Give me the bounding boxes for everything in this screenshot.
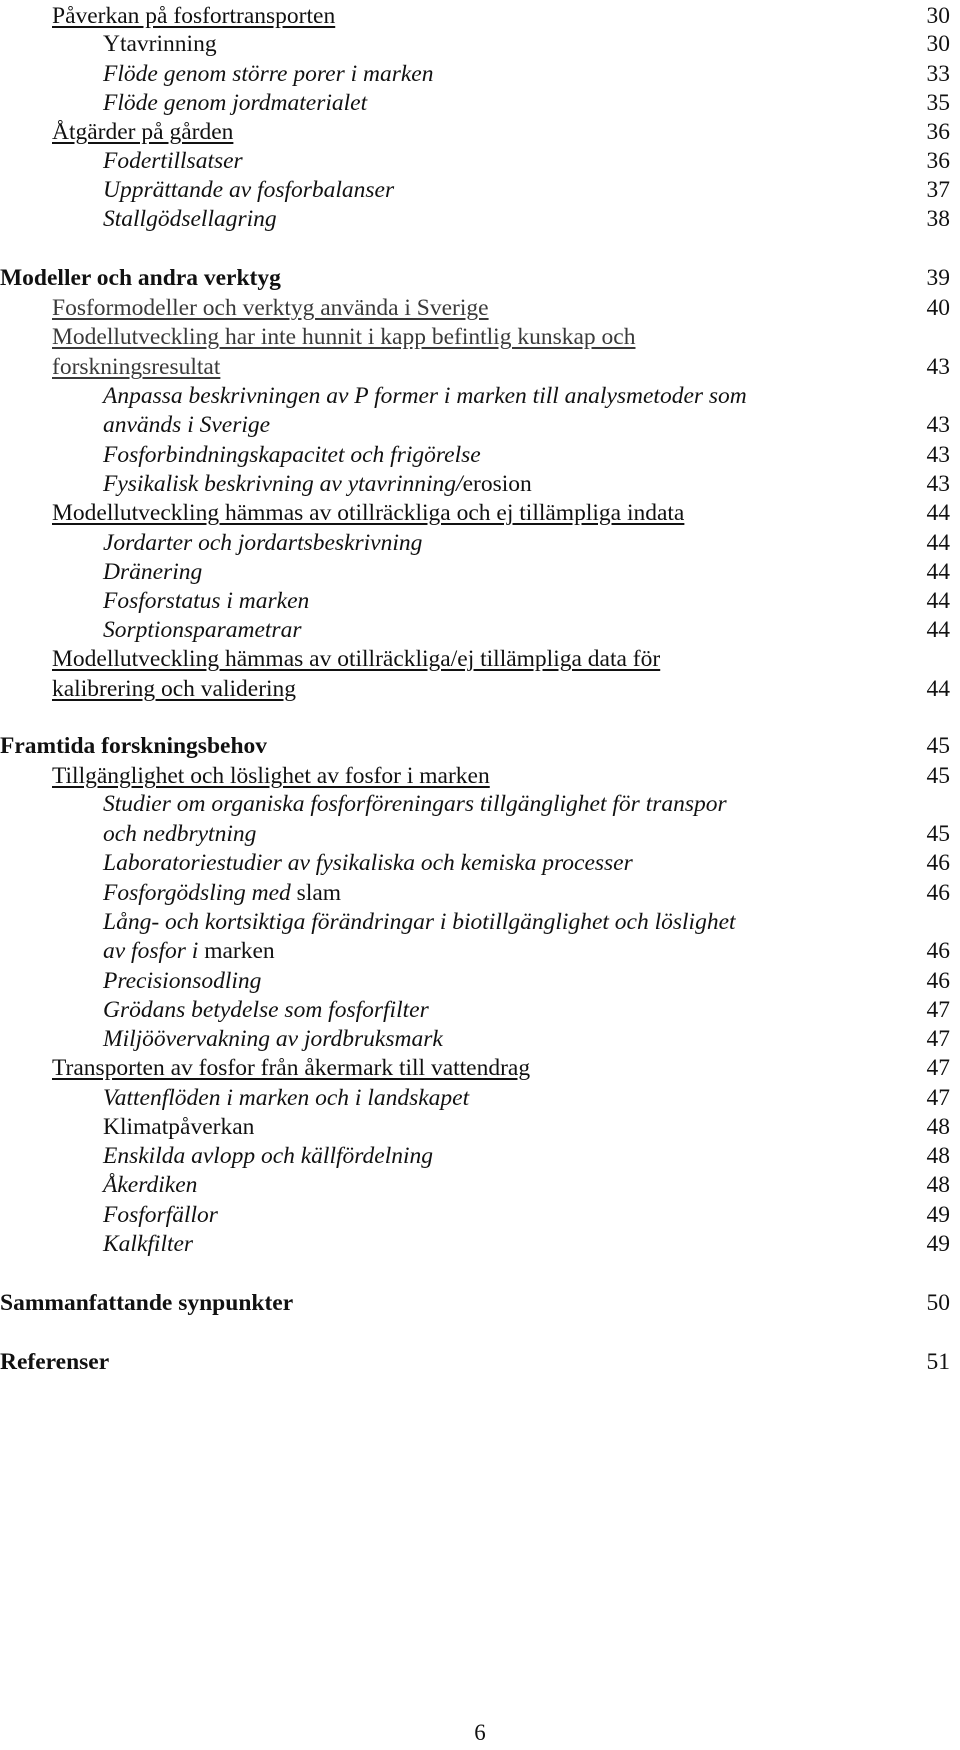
toc-entry-text: Enskilda avlopp och källfördelning: [103, 1143, 434, 1169]
toc-entry[interactable]: [0, 527, 960, 559]
toc-entry-title: [52, 116, 233, 148]
toc-entry-page: 35: [926, 90, 950, 116]
toc-entry[interactable]: [0, 380, 960, 412]
toc-entry-title: [52, 673, 296, 705]
toc-entry-page: 47: [926, 1026, 950, 1052]
toc-entry-text: Lång- och kortsiktiga förändringar i biotillgänglighet och löslighet: [103, 909, 736, 935]
toc-entry-text: slam: [296, 880, 342, 906]
toc-entry-title: [103, 203, 277, 235]
toc-entry-page: 33: [926, 61, 950, 87]
toc-entry[interactable]: [0, 321, 960, 353]
toc-entry[interactable]: [0, 58, 960, 90]
toc-entry-text: Åkerdiken: [103, 1172, 198, 1198]
toc-entry[interactable]: [0, 673, 960, 705]
toc-entry-text: erosion: [462, 471, 532, 497]
toc-entry[interactable]: [0, 556, 960, 588]
toc-entry-title: [103, 847, 633, 879]
toc-entry-title: [103, 1111, 254, 1143]
toc-entry[interactable]: [0, 994, 960, 1026]
toc-entry[interactable]: [0, 1169, 960, 1201]
toc-entry-text: används i Sverige: [103, 412, 271, 438]
toc-entry-title: [103, 585, 309, 617]
toc-entry-title: [103, 788, 727, 820]
toc-entry-page: 36: [926, 119, 950, 145]
toc-entry[interactable]: [0, 965, 960, 997]
toc-entry-text: Modellutveckling hämmas av otillräckliga/ej tillämpliga data för: [52, 646, 661, 672]
toc-entry-text: Anpassa beskrivningen av P former i marken till analysmetoder som: [103, 383, 747, 409]
toc-entry-page: 45: [926, 733, 950, 759]
toc-entry-page: 44: [926, 500, 950, 526]
toc-entry[interactable]: [0, 818, 960, 850]
toc-entry-page: 44: [926, 676, 950, 702]
toc-entry-page: 45: [926, 821, 950, 847]
toc-entry[interactable]: [0, 1287, 960, 1319]
toc-entry[interactable]: [0, 497, 960, 529]
toc-entry-page: 38: [926, 206, 950, 232]
toc-entry[interactable]: [0, 439, 960, 471]
toc-entry-text: Påverkan på fosfortransporten: [52, 3, 336, 29]
toc-entry-text: Fosformodeller och verktyg använda i Sverige: [52, 295, 489, 321]
toc-entry[interactable]: [0, 145, 960, 177]
toc-entry[interactable]: [0, 116, 960, 148]
toc-entry-text: Miljöövervakning av jordbruksmark: [103, 1026, 443, 1052]
toc-entry-title: [103, 1199, 218, 1231]
toc-entry-title: [52, 351, 220, 383]
toc-entry-title: [103, 935, 275, 967]
toc-entry[interactable]: [0, 351, 960, 383]
toc-entry[interactable]: [0, 877, 960, 909]
toc-entry-text: Framtida forskningsbehov: [0, 733, 268, 759]
toc-entry-page: 47: [926, 997, 950, 1023]
toc-entry-title: [103, 87, 367, 119]
toc-entry-text: Fosforfällor: [103, 1202, 218, 1228]
toc-entry-text: Modellutveckling har inte hunnit i kapp befintlig kunskap och: [52, 324, 636, 350]
toc-entry-title: [103, 28, 217, 60]
toc-entry-title: [103, 1228, 193, 1260]
toc-entry-text: Vattenflöden i marken och i landskapet: [103, 1085, 470, 1111]
toc-entry-text: Fosforbindningskapacitet och frigörelse: [103, 442, 481, 468]
toc-entry[interactable]: [0, 643, 960, 675]
toc-entry-title: [0, 730, 267, 762]
toc-entry[interactable]: [0, 262, 960, 294]
toc-entry-title: [52, 1052, 530, 1084]
toc-entry-title: [0, 1287, 293, 1319]
toc-entry-page: 46: [926, 938, 950, 964]
toc-entry-page: 37: [926, 177, 950, 203]
toc-entry-page: 30: [926, 3, 950, 29]
toc-entry-text: Sammanfattande synpunkter: [0, 1290, 294, 1316]
toc-entry-text: Transporten av fosfor från åkermark till vattendrag: [52, 1055, 531, 1081]
toc-entry-text: Tillgänglighet och löslighet av fosfor i marken: [52, 763, 490, 789]
toc-entry[interactable]: [0, 1199, 960, 1231]
toc-entry[interactable]: [0, 1052, 960, 1084]
toc-entry[interactable]: [0, 1140, 960, 1172]
toc-entry-text: Jordarter och jordartsbeskrivning: [103, 530, 423, 556]
toc-entry-page: 50: [926, 1290, 950, 1316]
toc-entry-page: 47: [926, 1085, 950, 1111]
toc-entry-text: Kalkfilter: [103, 1231, 194, 1257]
toc-entry-page: 45: [926, 763, 950, 789]
toc-entry-page: 43: [926, 354, 950, 380]
toc-entry-text: Klimatpåverkan: [103, 1114, 255, 1140]
toc-entry[interactable]: [0, 847, 960, 879]
toc-entry-page: 30: [926, 31, 950, 57]
toc-entry-page: 46: [926, 968, 950, 994]
toc-entry[interactable]: [0, 203, 960, 235]
toc-entry-title: [103, 994, 429, 1026]
toc-entry-page: 43: [926, 442, 950, 468]
toc-entry[interactable]: [0, 409, 960, 441]
toc-entry-title: [103, 58, 433, 90]
toc-entry-text: Flöde genom större porer i marken: [103, 61, 434, 87]
toc-entry-page: 44: [926, 588, 950, 614]
toc-entry-page: 48: [926, 1114, 950, 1140]
toc-entry-title: [52, 497, 684, 529]
toc-entry-title: [103, 818, 256, 850]
toc-entry-page: 39: [926, 265, 950, 291]
toc-entry-title: [103, 1023, 443, 1055]
toc-entry-text: Precisionsodling: [103, 968, 262, 994]
toc-entry-page: 44: [926, 617, 950, 643]
toc-entry-text: Laboratoriestudier av fysikaliska och kemiska processer: [103, 850, 633, 876]
toc-entry-page: 43: [926, 471, 950, 497]
toc-entry-title: [52, 292, 489, 324]
toc-entry-title: [103, 1169, 197, 1201]
toc-entry-title: [103, 380, 747, 412]
toc-entry-title: [103, 145, 243, 177]
toc-entry-title: [103, 468, 532, 500]
toc-entry-text: Flöde genom jordmaterialet: [103, 90, 368, 116]
toc-entry-text: Dränering: [103, 559, 203, 585]
toc-entry-page: 43: [926, 412, 950, 438]
toc-entry-text: av fosfor i: [103, 938, 205, 964]
toc-entry-text: Fosforstatus i marken: [103, 588, 310, 614]
toc-entry[interactable]: [0, 468, 960, 500]
toc-entry-text: Ytavrinning: [103, 31, 217, 57]
toc-entry[interactable]: [0, 585, 960, 617]
toc-entry-text: kalibrering och validering: [52, 676, 297, 702]
toc-entry-page: 48: [926, 1172, 950, 1198]
toc-entry[interactable]: [0, 292, 960, 324]
toc-entry-title: [103, 174, 394, 206]
toc-entry[interactable]: [0, 174, 960, 206]
toc-entry-page: 44: [926, 530, 950, 556]
toc-entry-text: Åtgärder på gården: [52, 119, 234, 145]
toc-entry[interactable]: [0, 1346, 960, 1378]
toc-entry-title: [103, 439, 481, 471]
toc-entry-page: 47: [926, 1055, 950, 1081]
toc-entry-title: [52, 643, 660, 675]
toc-entry-text: Stallgödsellagring: [103, 206, 277, 232]
toc-entry-text: Sorptionsparametrar: [103, 617, 302, 643]
toc-entry-page: 46: [926, 880, 950, 906]
toc-entry-page: 49: [926, 1202, 950, 1228]
toc-entry-title: [0, 1346, 109, 1378]
toc-entry[interactable]: [0, 788, 960, 820]
toc-entry-text: Referenser: [0, 1349, 110, 1375]
toc-entry[interactable]: [0, 906, 960, 938]
toc-entry-title: [103, 1140, 433, 1172]
toc-entry-text: forskningsresultat: [52, 354, 221, 380]
toc-entry-text: Grödans betydelse som fosforfilter: [103, 997, 429, 1023]
toc-entry-text: Studier om organiska fosforföreningars tillgänglighet för transpor: [103, 791, 727, 817]
toc-entry-page: 48: [926, 1143, 950, 1169]
toc-entry-text: Modellutveckling hämmas av otillräckliga och ej tillämpliga indata: [52, 500, 685, 526]
toc-entry-text: marken: [204, 938, 275, 964]
toc-entry-page: 51: [926, 1349, 950, 1375]
toc-entry-text: Fodertillsatser: [103, 148, 243, 174]
toc-entry[interactable]: [0, 1082, 960, 1114]
toc-entry-title: [103, 527, 422, 559]
toc-entry-text: och nedbrytning: [103, 821, 257, 847]
toc-entry-page: 46: [926, 850, 950, 876]
toc-entry-text: Fosforgödsling med: [103, 880, 297, 906]
toc-entry[interactable]: [0, 935, 960, 967]
toc-entry-page: 40: [926, 295, 950, 321]
toc-entry-text: Upprättande av fosforbalanser: [103, 177, 395, 203]
toc-entry-page: 49: [926, 1231, 950, 1257]
toc-entry-title: [52, 321, 635, 353]
toc-entry-title: [103, 409, 270, 441]
toc-entry-title: [103, 877, 341, 909]
toc-entry[interactable]: [0, 1111, 960, 1143]
toc-entry-title: [103, 556, 202, 588]
toc-entry-title: [103, 614, 301, 646]
toc-entry-title: [103, 1082, 469, 1114]
toc-entry[interactable]: [0, 87, 960, 119]
toc-entry-title: [0, 262, 281, 294]
toc-entry-text: Modeller och andra verktyg: [0, 265, 281, 291]
toc-entry[interactable]: [0, 1023, 960, 1055]
toc-entry[interactable]: [0, 1228, 960, 1260]
toc-entry[interactable]: [0, 614, 960, 646]
toc-entry-title: [103, 965, 261, 997]
toc-entry-page: 36: [926, 148, 950, 174]
page-number: 6: [474, 1720, 486, 1745]
toc-entry-text: Fysikalisk beskrivning av ytavrinning/: [103, 471, 463, 497]
toc-entry-title: [103, 906, 736, 938]
toc-entry[interactable]: [0, 730, 960, 762]
toc-entry[interactable]: [0, 28, 960, 60]
toc-entry-page: 44: [926, 559, 950, 585]
